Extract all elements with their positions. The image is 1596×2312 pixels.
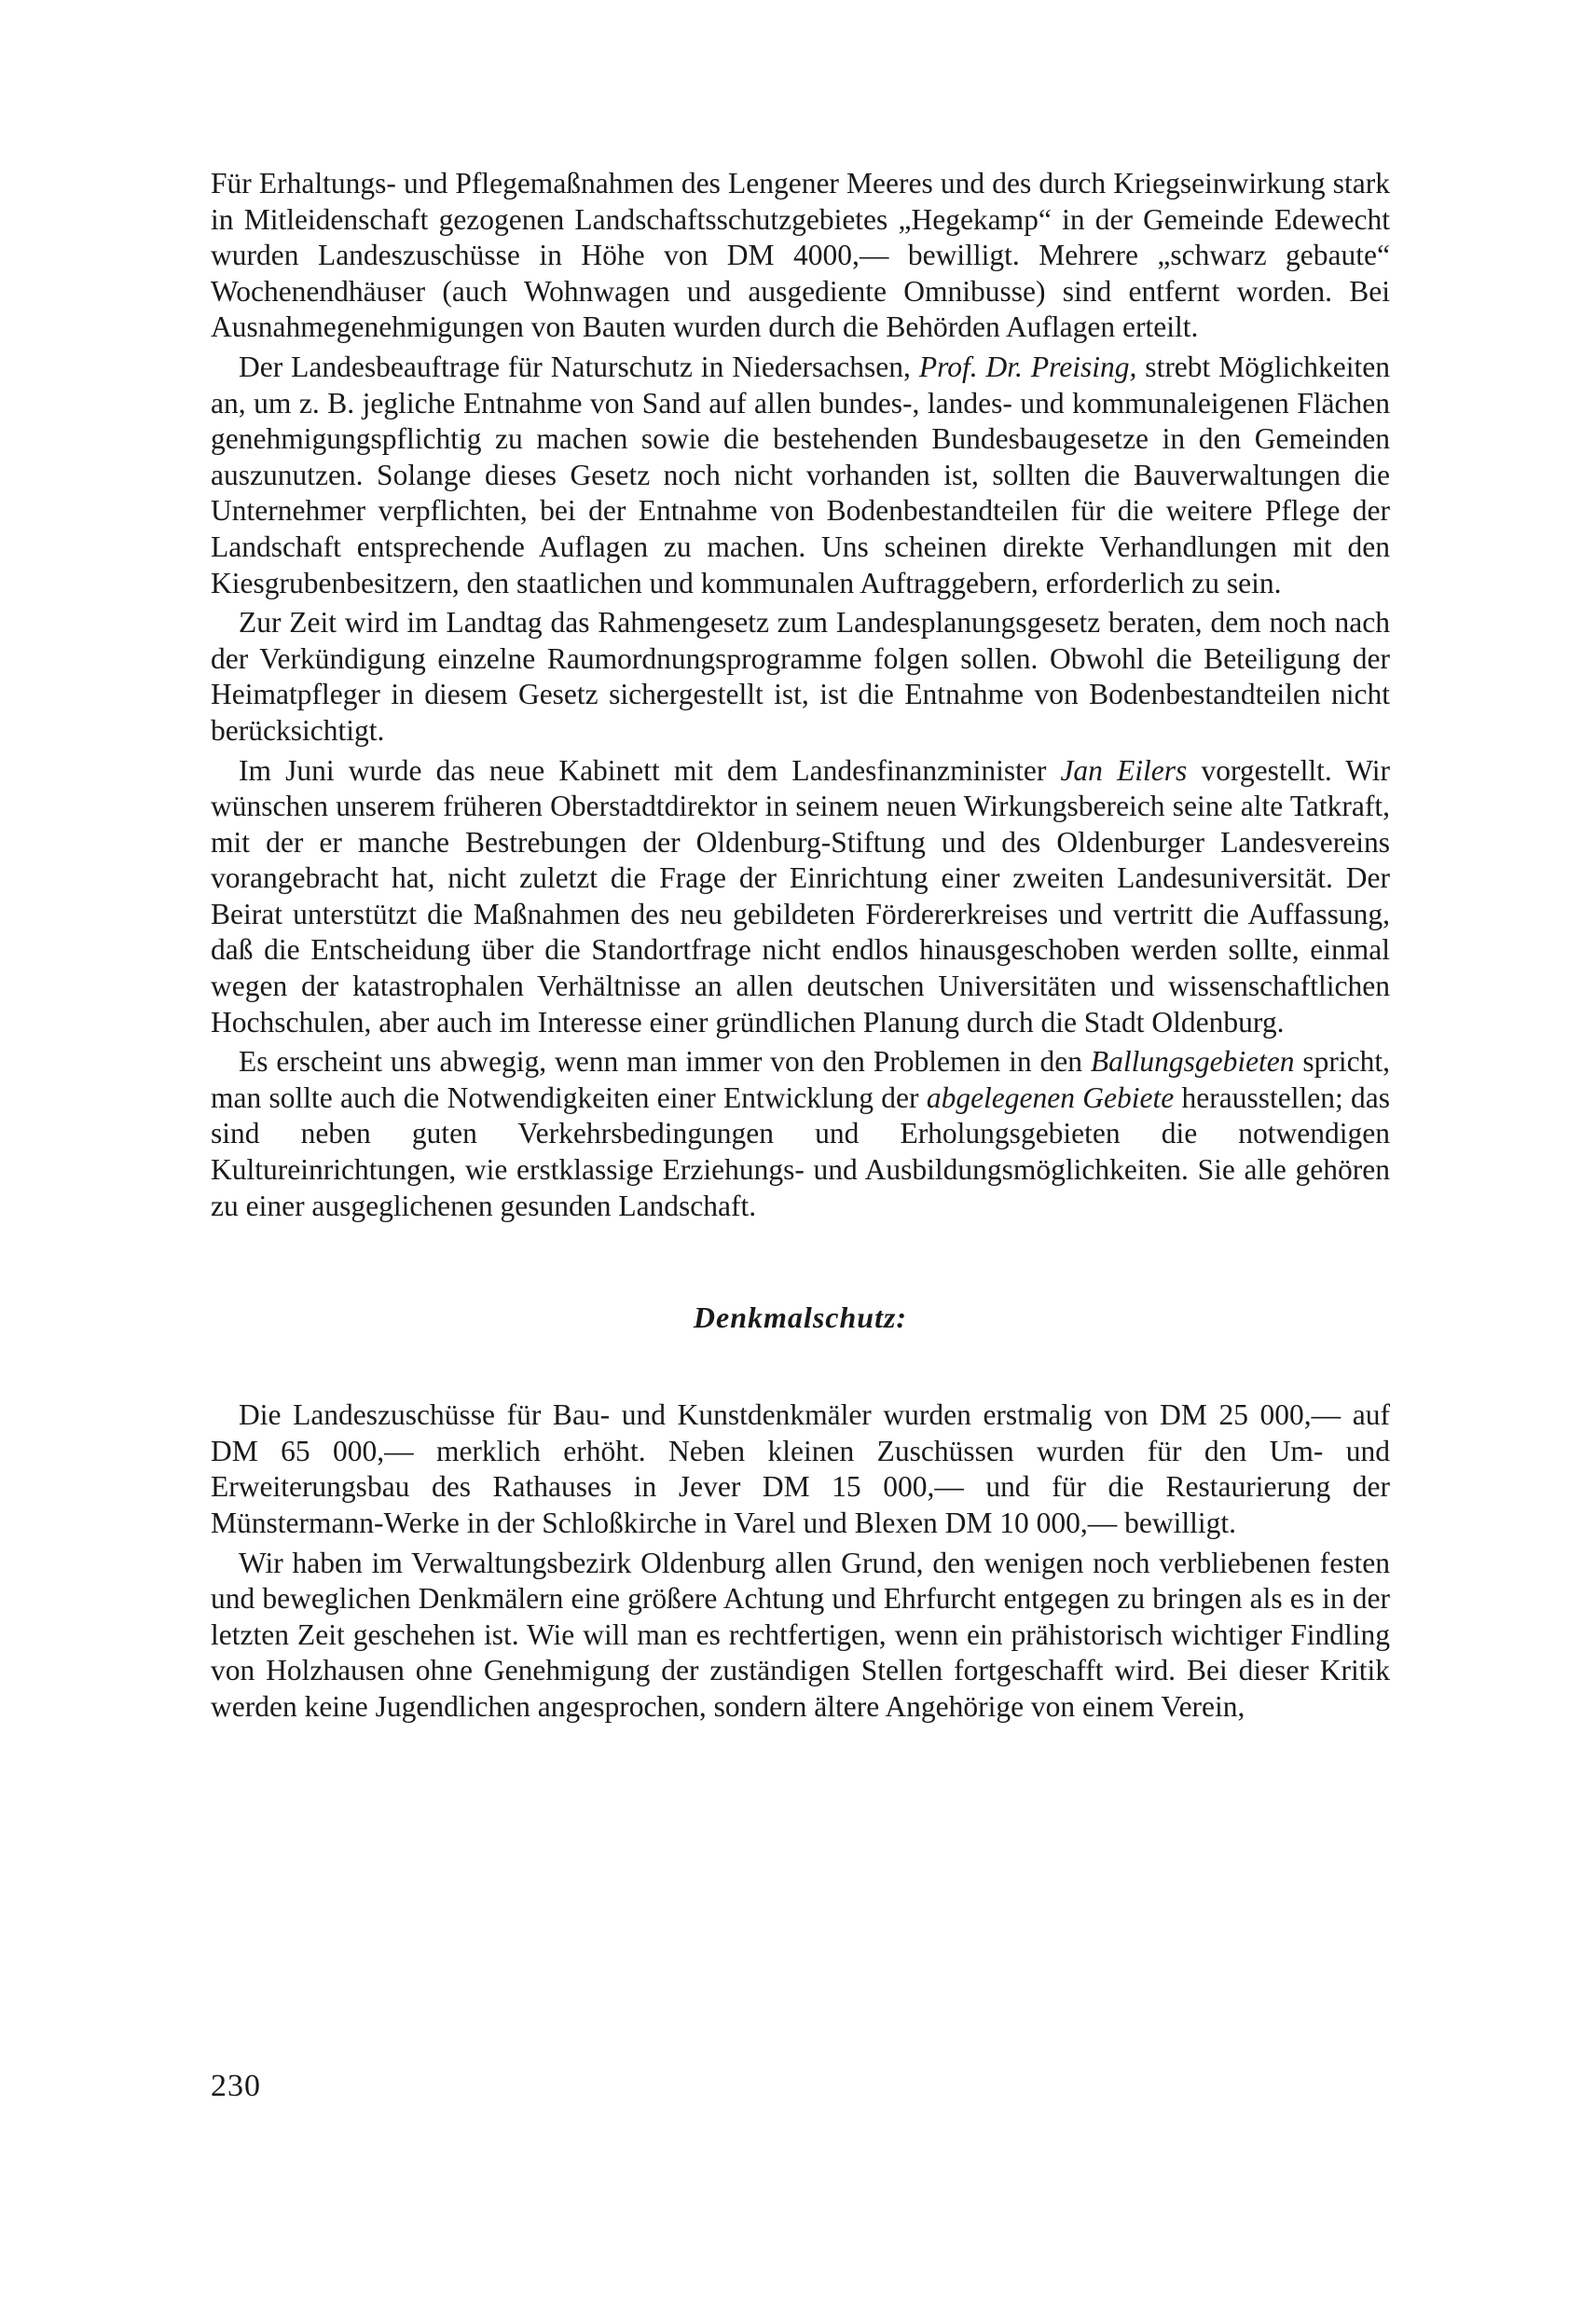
paragraph-text: Zur Zeit wird im Landtag das Rahmengesetz zum Landesplanungsgesetz beraten, dem noch nach der Verkündigung einzelne Raumordnungsprogramme folgen sollen. Obwohl die Beteiligung der Heimatpfleger in diesem Gesetz sichergestellt ist, ist die Entnahme von Bodenbestandteilen nicht berücksichtigt. xyxy=(211,606,1390,747)
page-number: 230 xyxy=(211,2069,261,2103)
person-name: Jan Eilers xyxy=(1060,753,1188,787)
paragraph-planning-law xyxy=(211,605,1390,749)
paragraph-landscape-funding xyxy=(211,166,1390,346)
paragraph-text: spricht, man sollte auch die Notwendigkeiten einer Entwicklung der xyxy=(211,1045,1391,1114)
page-body xyxy=(211,166,1390,1726)
paragraph-monument-funding xyxy=(211,1397,1390,1541)
paragraph-monument-respect xyxy=(211,1546,1390,1726)
paragraph-text: vorgestellt. Wir wünschen unserem früheren Oberstadtdirektor in seinem neuen Wirkungsbereich seine alte Tatkraft, mit der er manche Bestrebungen der Oldenburg-Stiftung und des Oldenburger Landesvereins vorangebracht hat, nicht zuletzt die Frage der Einrichtung einer zweiten Landesuniversität. Der Beirat unterstützt die Maßnahmen des neu gebildeten Fördererkreises und vertritt die Auffassung, daß die Entscheidung über die Standortfrage nicht endlos hinausgeschoben werden sollte, einmal wegen der katastrophalen Verhältnisse an allen deutschen Universitäten und wissenschaftlichen Hochschulen, aber auch im Interesse einer gründlichen Planung durch die Stadt Oldenburg. xyxy=(211,753,1390,1039)
paragraph-cabinet xyxy=(211,753,1390,1041)
paragraph-remote-regions xyxy=(211,1044,1390,1224)
paragraph-text: Im Juni wurde das neue Kabinett mit dem Landesfinanzminister xyxy=(239,753,1061,787)
paragraph-text: Es erscheint uns abwegig, wenn man immer von den Problemen in den xyxy=(239,1045,1091,1079)
section-heading-block xyxy=(211,1299,1390,1336)
paragraph-text: Der Landesbeauftrage für Naturschutz in Niedersachsen, xyxy=(239,350,919,383)
emphasis-term: abgelegenen Gebiete xyxy=(926,1080,1175,1114)
paragraph-text: Für Erhaltungs- und Pflegemaßnahmen des Lengener Meeres und des durch Kriegseinwirkung stark in Mitleidenschaft gezogenen Landschaftsschutzgebietes „Hegekamp“ in der Gemeinde Edewecht wurden Landeszuschüsse in Höhe von DM 4000,— bewilligt. Mehrere „schwarz gebaute“ Wochenendhäuser (auch Wohnwagen und ausgediente Omnibusse) sind entfernt worden. Bei Ausnahmegenehmigungen von Bauten wurden durch die Behörden Auflagen erteilt. xyxy=(211,167,1390,344)
paragraph-text: Wir haben im Verwaltungsbezirk Oldenburg allen Grund, den wenigen noch verbliebenen festen und beweglichen Denkmälern eine größere Achtung und Ehrfurcht entgegen zu bringen als es in der letzten Zeit geschehen ist. Wie will man es rechtfertigen, wenn ein prähistorisch wichtiger Findling von Holzhausen ohne Genehmigung der zuständigen Stellen fortgeschafft wird. Bei dieser Kritik werden keine Jugendlichen angesprochen, sondern ältere Angehörige von einem Verein, xyxy=(211,1546,1390,1723)
paragraph-text: strebt Möglichkeiten an, um z. B. jegliche Entnahme von Sand auf allen bundes-, landes- und kommunaleigenen Flächen genehmigungspflichtig zu machen sowie die bestehenden Bundesbaugesetze in den Gemeinden auszunutzen. Solange dieses Gesetz noch nicht vorhanden ist, sollten die Bauverwaltungen die Unternehmer verpflichten, bei der Entnahme von Bodenbestandteilen für die weitere Pflege der Landschaft entsprechende Auflagen zu machen. Uns scheinen direkte Verhandlungen mit den Kiesgrubenbesitzern, den staatlichen und kommunalen Auftraggebern, erforderlich zu sein. xyxy=(211,350,1390,599)
person-name: Prof. Dr. Preising, xyxy=(918,350,1137,383)
paragraph-text: herausstellen; das sind neben guten Verkehrsbedingungen und Erholungsgebieten die notwendigen Kultureinrichtungen, wie erstklassige Erziehungs- und Ausbildungsmöglichkeiten. Sie alle gehören zu einer ausgeglichenen gesunden Landschaft. xyxy=(211,1080,1391,1222)
emphasis-term: Ballungsgebieten xyxy=(1090,1045,1295,1079)
paragraph-nature-commissioner xyxy=(211,350,1390,601)
section-heading: Denkmalschutz: xyxy=(693,1300,908,1335)
paragraph-text: Die Landeszuschüsse für Bau- und Kunstdenkmäler wurden erstmalig von DM 25 000,— auf DM 65 000,— merklich erhöht. Neben kleinen Zuschüssen wurden für den Um- und Erweiterungsbau des Rathauses in Jever DM 15 000,— und für die Restaurierung der Münstermann-Werke in der Schloßkirche in Varel und Blexen DM 10 000,— bewilligt. xyxy=(211,1398,1390,1539)
